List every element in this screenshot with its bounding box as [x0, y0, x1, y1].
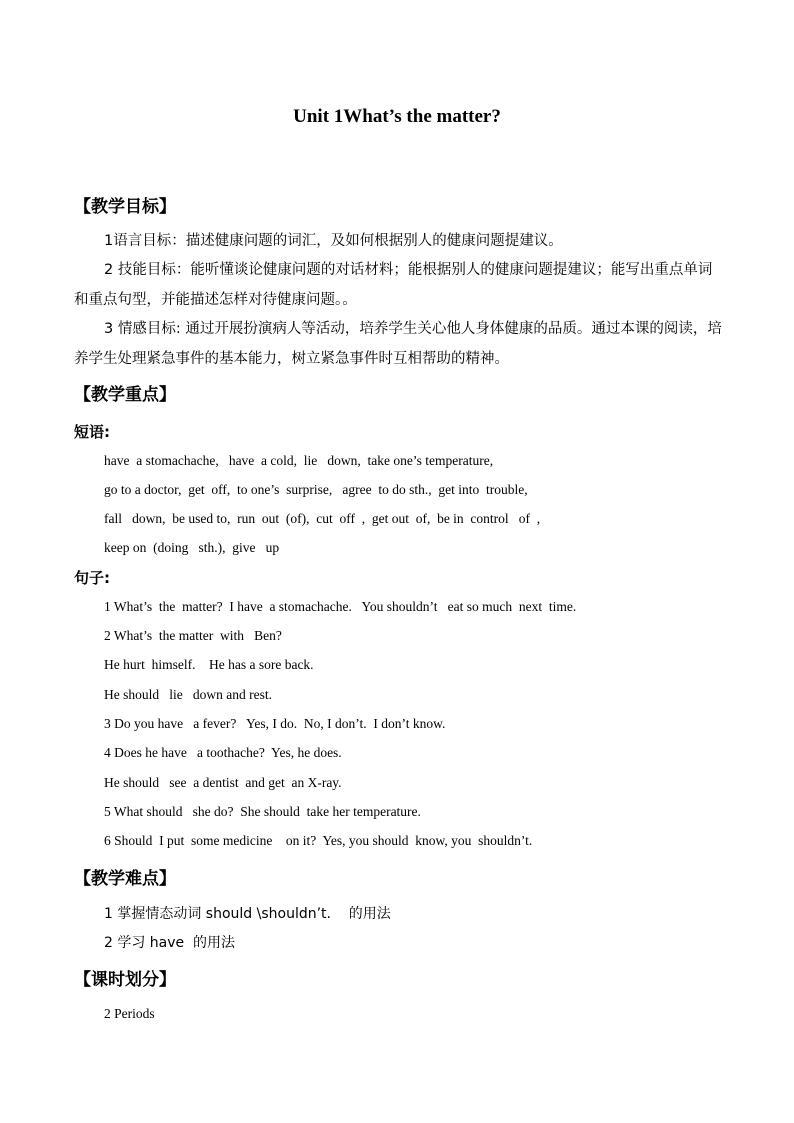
sentence-line: He should lie down and rest. — [104, 687, 272, 702]
objectives-heading: 【教学目标】 — [74, 197, 176, 217]
phrase-line: fall down, be used to, run out (of), cut off , get out of, be in control of , — [104, 511, 541, 526]
phrase-line: go to a doctor, get off, to one’s surprise, agree to do sth., get into trouble, — [104, 482, 528, 497]
page-title: Unit 1What’s the matter? — [293, 106, 501, 127]
objective-language: 1语言目标：描述健康问题的词汇，及如何根据别人的健康问题提建议。 — [104, 233, 563, 249]
sentences-label: 句子: — [74, 569, 110, 587]
sentence-line: 4 Does he have a toothache? Yes, he does. — [104, 745, 342, 760]
sentence-line: 1 What’s the matter? I have a stomachache. You shouldn’t eat so much next time. — [104, 599, 577, 614]
key-points-heading: 【教学重点】 — [74, 385, 176, 405]
phrase-line: keep on (doing sth.), give up — [104, 540, 280, 555]
objective-emotion: 3 情感目标: 通过开展扮演病人等活动，培养学生关心他人身体健康的品质。通过本课的阅读，培养学生处理紧急事件的基本能力，树立紧急事件时互相帮助的精神。 — [74, 321, 722, 367]
sentence-line: He should see a dentist and get an X-ray. — [104, 775, 342, 790]
sentence-line: 6 Should I put some medicine on it? Yes, you should know, you shouldn’t. — [104, 833, 533, 848]
phrase-line: have a stomachache, have a cold, lie down, take one’s temperature, — [104, 453, 494, 468]
difficulties-heading: 【教学难点】 — [74, 869, 176, 889]
difficulty-line: 2 学习 have 的用法 — [104, 935, 236, 951]
sentence-line: 5 What should she do? She should take her temperature. — [104, 804, 421, 819]
sentence-line: 2 What’s the matter with Ben? — [104, 628, 282, 643]
objective-skill: 2 技能目标：能听懂谈论健康问题的对话材料；能根据别人的健康问题提建议；能写出重点单词和重点句型，并能描述怎样对待健康问题。。 — [74, 262, 713, 308]
sentence-line: 3 Do you have a fever? Yes, I do. No, I don’t. I don’t know. — [104, 716, 446, 731]
periods-heading: 【课时划分】 — [74, 970, 176, 990]
phrases-label: 短语: — [74, 423, 110, 441]
difficulty-line: 1 掌握情态动词 should \shouldn’t. 的用法 — [104, 906, 391, 922]
periods-text: 2 Periods — [104, 1006, 155, 1021]
sentence-line: He hurt himself. He has a sore back. — [104, 657, 314, 672]
